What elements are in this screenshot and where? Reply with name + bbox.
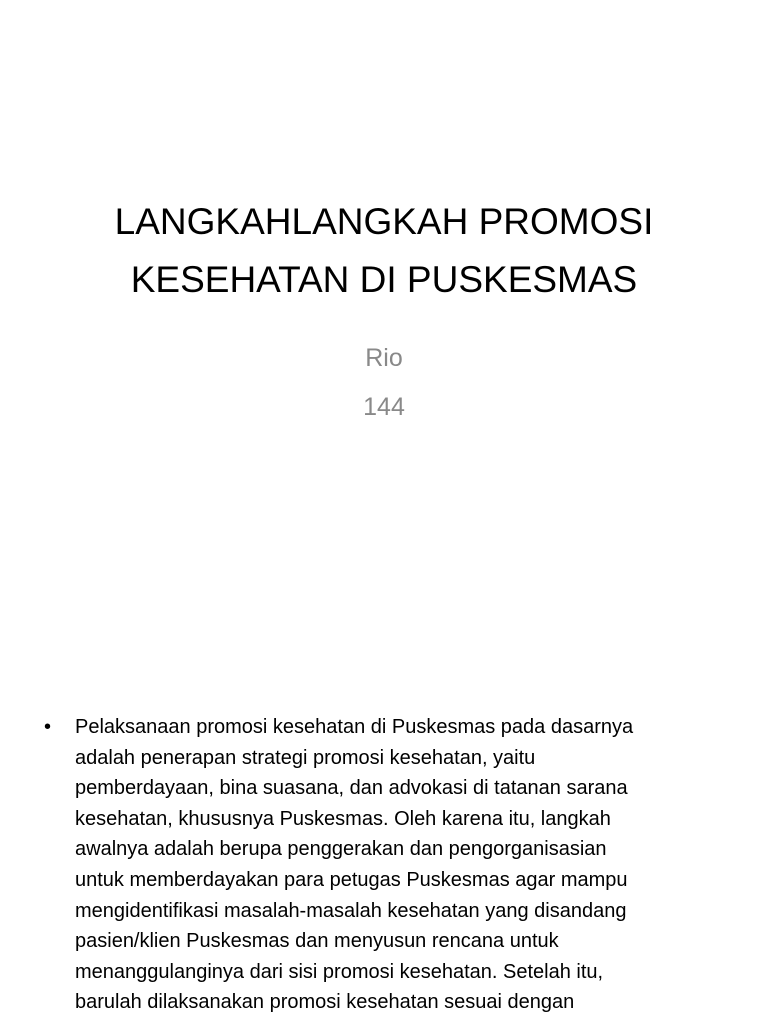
slide-title-line: KESEHATAN DI PUSKESMAS [130, 259, 638, 300]
bullet-text-line: menanggulanginya dari sisi promosi kesehatan. Setelah itu, [75, 960, 604, 983]
bullet-text-line: pasien/klien Puskesmas dan menyusun rencana untuk [75, 930, 559, 953]
bullet-text-line: kesehatan, khususnya Puskesmas. Oleh karena itu, langkah [75, 807, 611, 830]
content-slide [0, 576, 768, 1024]
slide-title-line: LANGKAHLANGKAH PROMOSI [114, 201, 654, 242]
bullet-text-line: mengidentifikasi masalah-masalah kesehatan yang disandang [75, 899, 627, 922]
bullet-icon: • [44, 716, 52, 738]
bullet-text-line: barulah dilaksanakan promosi kesehatan sesuai dengan [75, 991, 575, 1014]
bullet-list [44, 712, 734, 1018]
bullet-item [44, 712, 734, 1018]
author-name: Rio [365, 344, 403, 372]
bullet-text-line: awalnya adalah berupa penggerakan dan pengorganisasian [75, 838, 607, 861]
author-number: 144 [363, 393, 405, 421]
bullet-text-line: pemberdayaan, bina suasana, dan advokasi di tatanan sarana [75, 777, 628, 800]
slide-subtitle [40, 334, 728, 432]
bullet-text-line: Pelaksanaan promosi kesehatan di Puskesmas pada dasarnya [75, 716, 634, 738]
slide-title [40, 193, 728, 309]
bullet-text-line: adalah penerapan strategi promosi kesehatan, yaitu [75, 746, 536, 769]
bullet-text-line: untuk memberdayakan para petugas Puskesmas agar mampu [75, 868, 628, 891]
